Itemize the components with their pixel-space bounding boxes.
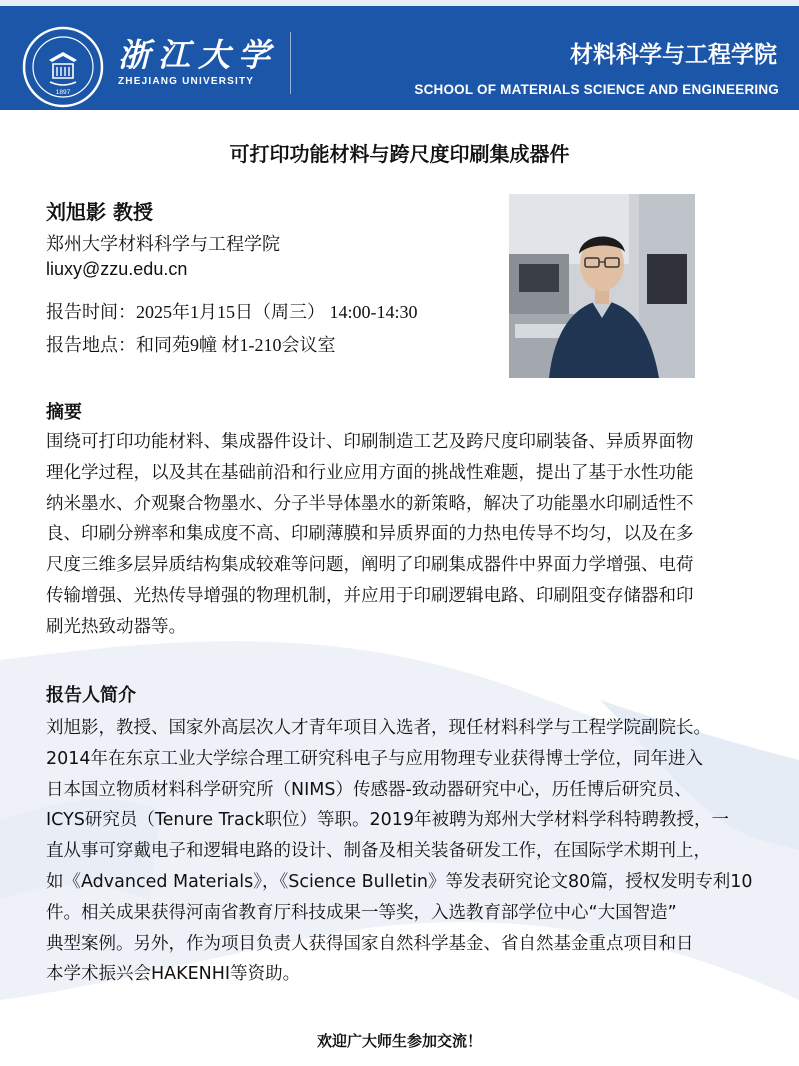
abstract-line: 传输增强、光热传导增强的物理机制，并应用于印刷逻辑电路、印刷阻变存储器和印 <box>46 585 694 606</box>
abstract-heading: 摘要 <box>46 402 82 423</box>
bio-body <box>46 713 770 990</box>
bio-line: 2014年在东京工业大学综合理工研究科电子与应用物理专业获得博士学位，同年进入 <box>46 748 704 769</box>
speaker-email: liuxy@zzu.edu.cn <box>46 259 188 279</box>
abstract-line: 良、印刷分辨率和集成度不高、印刷薄膜和异质界面的力热电传导不均匀，以及在多 <box>46 524 694 545</box>
bio-line: 刘旭影，教授、国家外高层次人才青年项目入选者，现任材料科学与工程学院副院长。 <box>46 718 711 738</box>
header-banner <box>0 0 799 116</box>
header-top-rule <box>0 0 799 6</box>
seal-year: 1897 <box>55 89 71 96</box>
abstract-line: 围绕可打印功能材料、集成器件设计、印刷制造工艺及跨尺度印刷装备、异质界面物 <box>46 432 694 452</box>
speaker-affiliation: 郑州大学材料科学与工程学院 <box>46 234 280 255</box>
university-name-en: ZHEJIANG UNIVERSITY <box>118 76 255 87</box>
welcome-footer: 欢迎广大师生参加交流！ <box>316 1032 482 1050</box>
talk-time <box>46 298 418 324</box>
bio-heading: 报告人简介 <box>46 685 136 706</box>
abstract-line: 纳米墨水、介观聚合物墨水、分子半导体墨水的新策略，解决了功能墨水印刷适性不 <box>46 493 694 514</box>
bio-line: 如《Advanced Materials》，《Science Bulletin》等发表研究论文80篇，授权发明专利10 <box>46 871 753 892</box>
bio-line: 日本国立物质材料科学研究所（NIMS）传感器-致动器研究中心，历任博后研究员、 <box>46 779 692 800</box>
university-name-cn: 浙江大学 <box>118 36 279 74</box>
bio-line: 直从事可穿戴电子和逻辑电路的设计、制备及相关装备研发工作，在国际学术期刊上， <box>46 841 711 862</box>
university-seal-icon <box>22 26 104 108</box>
school-name-en: SCHOOL OF MATERIALS SCIENCE AND ENGINEERING <box>414 82 779 97</box>
bio-line: 件。相关成果获得河南省教育厅科技成果一等奖，入选教育部学位中心“大国智造” <box>46 902 677 923</box>
speaker-photo <box>509 194 695 378</box>
speaker-name: 刘旭影 教授 <box>46 200 153 224</box>
header-bottom-rule <box>0 110 799 116</box>
school-name-cn: 材料科学与工程学院 <box>570 42 777 68</box>
abstract-body <box>46 427 770 643</box>
talk-time-label: 报告时间： <box>46 302 136 323</box>
talk-time-value: 2025年1月15日（周三） 14:00-14:30 <box>136 302 418 322</box>
talk-place-label: 报告地点： <box>46 335 136 356</box>
abstract-line: 尺度三维多层异质结构集成较难等问题，阐明了印刷集成器件中界面力学增强、电荷 <box>46 555 694 576</box>
bio-line: ICYS研究员（Tenure Track职位）等职。2019年被聘为郑州大学材料学科特聘教授，一 <box>46 810 730 831</box>
bio-line: 本学术振兴会HAKENHI等资助。 <box>46 964 301 985</box>
bio-line: 典型案例。另外，作为项目负责人获得国家自然科学基金、省自然基金重点项目和日 <box>46 933 694 954</box>
abstract-line: 理化学过程，以及其在基础前沿和行业应用方面的挑战性难题，提出了基于水性功能 <box>46 462 694 483</box>
talk-title: 可打印功能材料与跨尺度印刷集成器件 <box>229 142 570 166</box>
header-divider <box>290 32 291 94</box>
talk-place <box>46 331 336 357</box>
abstract-line: 刷光热致动器等。 <box>46 616 186 637</box>
talk-place-value: 和同苑9幢 材1-210会议室 <box>136 335 336 355</box>
